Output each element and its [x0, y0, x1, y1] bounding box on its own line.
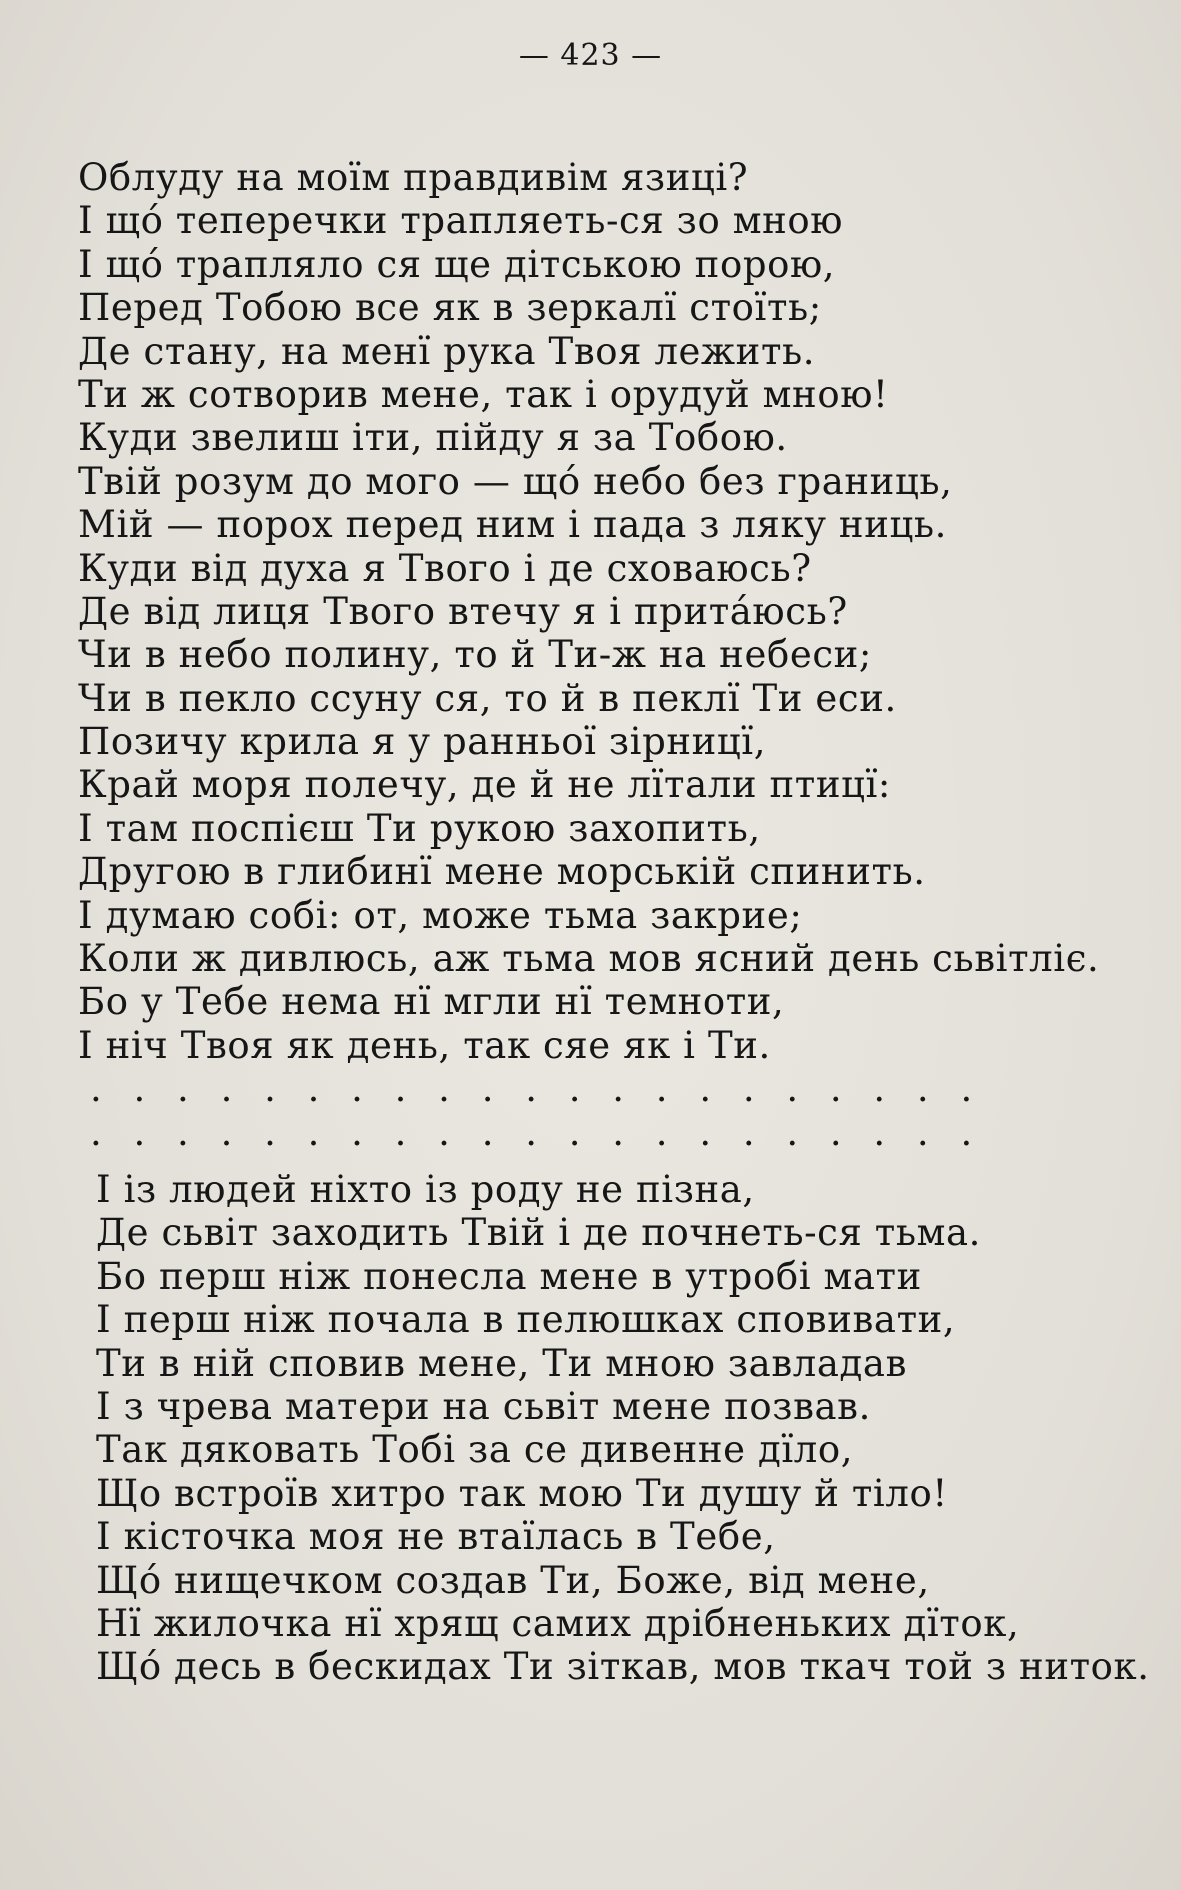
verse-line: Куди звелиш іти, пійду я за Тобою.: [78, 416, 788, 460]
verse-line: І що́ трапляло ся ще дітською порою,: [78, 242, 836, 286]
verse-line: І перш ніж почала в пелюшках сповивати,: [96, 1298, 956, 1342]
verse-line: Де стану, на менї рука Твоя лежить.: [78, 329, 816, 373]
page-number: — 423 —: [518, 38, 663, 73]
verse-line: Нї жилочка нї хрящ самих дрібненьких дїток,: [96, 1601, 1020, 1645]
verse-line: І думаю собі: от, може тьма закрие;: [78, 893, 803, 937]
verse-line: Ти ж сотворив мене, так і орудуй мною!: [78, 372, 889, 416]
verse-line: І кісточка моя не втаїлась в Тебе,: [96, 1515, 776, 1559]
verse-line: Чи в небо полину, то й Ти-ж на небеси;: [78, 633, 872, 677]
verse-line: Облуду на моїм правдивім язиці?: [78, 156, 749, 199]
verse-line: Край моря полечу, де й не лїтали птицї:: [78, 763, 891, 807]
ellipsis-row: . . . . . . . . . . . . . . . . . . . . .: [90, 1110, 983, 1154]
verse-line: І що́ теперечки трапляеть-ся зо мною: [78, 199, 844, 243]
verse-line: Що́ нищечком создав Ти, Боже, від мене,: [96, 1558, 930, 1602]
verse-line: Коли ж дивлюсь, аж тьма мов ясний день сьвітліє.: [78, 937, 1100, 981]
verse-line: Ти в ній сповив мене, Ти мною завладав: [96, 1341, 908, 1385]
verse-line: Що́ десь в бескидах Ти зіткав, мов ткач той з ниток.: [96, 1645, 1150, 1689]
ellipsis-row: . . . . . . . . . . . . . . . . . . . . .: [90, 1067, 983, 1111]
verse-line: Перед Тобою все як в зеркалї стоїть;: [78, 286, 822, 330]
verse-line: І із людей ніхто із роду не пізна,: [96, 1168, 755, 1211]
verse-line: Бо перш ніж понесла мене в утробі мати: [96, 1254, 922, 1298]
verse-line: І з чрева матери на сьвіт мене позвав.: [96, 1384, 871, 1428]
verse-line: Бо у Тебе нема нї мгли нї темноти,: [78, 980, 785, 1024]
verse-stanza-2: [96, 1168, 1150, 1689]
verse-line: Так дяковать Тобі за се дивенне дїло,: [96, 1428, 854, 1472]
verse-line: Твій розум до мого — що́ небо без границь,: [78, 459, 953, 503]
verse-line: Що встроїв хитро так мою Ти душу й тіло!: [96, 1471, 948, 1515]
verse-line: Де сьвіт заходить Твій і де почнеть-ся тьма.: [96, 1211, 982, 1255]
verse-line: Куди від духа я Твого і де сховаюсь?: [78, 546, 812, 590]
verse-line: Де від лиця Твого втечу я і прита́юсь?: [78, 589, 848, 633]
verse-line: І там поспієш Ти рукою захопить,: [78, 806, 761, 850]
verse-line: Чи в пекло ссуну ся, то й в пеклї Ти еси.: [78, 676, 897, 720]
verse-line: Мій — порох перед ним і пада з ляку ниць.: [78, 503, 947, 547]
verse-line: Другою в глибинї мене морській спинить.: [78, 850, 926, 894]
verse-line: Позичу крила я у ранньої зірницї,: [78, 720, 767, 764]
verse-stanza-1: [78, 156, 1108, 1154]
verse-line: І ніч Твоя як день, так сяе як і Ти.: [78, 1023, 771, 1067]
